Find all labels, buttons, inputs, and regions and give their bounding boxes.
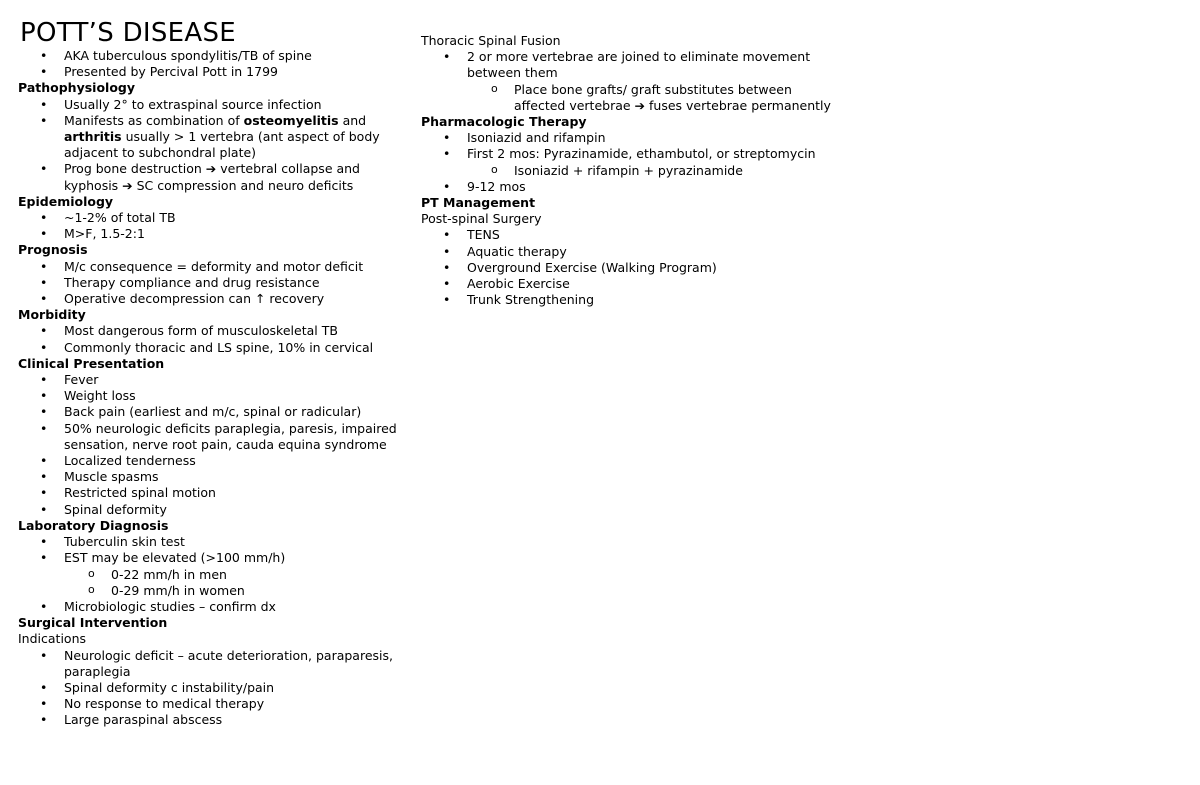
surgical-intervention-list xyxy=(18,648,408,729)
list-item: • Aerobic Exercise xyxy=(421,276,841,292)
list-item: • 50% neurologic deficits paraplegia, paresis, impaired sensation, nerve root pain, cauda equina syndrome xyxy=(18,421,408,453)
list-item: • Back pain (earliest and m/c, spinal or radicular) xyxy=(18,404,408,420)
list-item: • Restricted spinal motion xyxy=(18,485,408,501)
thoracic-spinal-fusion-list xyxy=(421,49,841,114)
list-item: • EST may be elevated (>100 mm/h) xyxy=(18,550,408,566)
list-item: • Large paraspinal abscess xyxy=(18,712,408,728)
list-item: • Spinal deformity c instability/pain xyxy=(18,680,408,696)
sub-list-item: o Place bone grafts/ graft substitutes between affected vertebrae ➔ fuses vertebrae permanently xyxy=(421,82,841,114)
list-item: • Usually 2° to extraspinal source infection xyxy=(18,97,408,113)
list-item: • Microbiologic studies – confirm dx xyxy=(18,599,408,615)
list-item: • First 2 mos: Pyrazinamide, ethambutol, or streptomycin xyxy=(421,146,841,162)
list-item: • TENS xyxy=(421,227,841,243)
section-heading-laboratory-diagnosis: Laboratory Diagnosis xyxy=(18,517,169,533)
page-title: POTT’S DISEASE xyxy=(20,18,237,48)
list-item: • AKA tuberculous spondylitis/TB of spine xyxy=(18,48,408,64)
section-heading-pharmacologic-therapy: Pharmacologic Therapy xyxy=(421,114,587,130)
section-heading-epidemiology: Epidemiology xyxy=(18,193,114,209)
section-heading-surgical-intervention: Surgical Intervention xyxy=(18,615,168,631)
sub-heading-post-spinal-surgery: Post-spinal Surgery xyxy=(421,211,542,227)
morbidity-list xyxy=(18,323,408,355)
list-item: • ~1-2% of total TB xyxy=(18,210,408,226)
list-item: • Weight loss xyxy=(18,388,408,404)
list-item: • M/c consequence = deformity and motor deficit xyxy=(18,259,408,275)
list-item: • Aquatic therapy xyxy=(421,244,841,260)
list-item: • Overground Exercise (Walking Program) xyxy=(421,260,841,276)
sub-list-item: o 0-22 mm/h in men xyxy=(18,567,408,583)
list-item: • 9-12 mos xyxy=(421,179,841,195)
list-item: • 2 or more vertebrae are joined to eliminate movement between them xyxy=(421,49,841,81)
list-item: • M>F, 1.5-2:1 xyxy=(18,226,408,242)
sub-list-item: o Isoniazid + rifampin + pyrazinamide xyxy=(421,163,841,179)
section-heading-pt-management: PT Management xyxy=(421,195,536,211)
list-item: • Operative decompression can ↑ recovery xyxy=(18,291,408,307)
list-item: • Fever xyxy=(18,372,408,388)
section-heading-morbidity: Morbidity xyxy=(18,307,86,323)
clinical-presentation-list xyxy=(18,372,408,518)
epidemiology-list xyxy=(18,210,408,242)
intro-list xyxy=(18,48,408,80)
list-item: • Trunk Strengthening xyxy=(421,292,841,308)
list-item: • Presented by Percival Pott in 1799 xyxy=(18,64,408,80)
list-item: • Commonly thoracic and LS spine, 10% in cervical xyxy=(18,340,408,356)
pathophysiology-list xyxy=(18,97,408,194)
list-item: • Spinal deformity xyxy=(18,502,408,518)
list-item: • Isoniazid and rifampin xyxy=(421,130,841,146)
left-column xyxy=(18,0,408,729)
list-item: • Tuberculin skin test xyxy=(18,534,408,550)
section-heading-clinical-presentation: Clinical Presentation xyxy=(18,355,165,371)
section-heading-pathophysiology: Pathophysiology xyxy=(18,80,135,96)
pt-management-list xyxy=(421,227,841,308)
list-item: • Neurologic deficit – acute deterioration, paraparesis, paraplegia xyxy=(18,648,408,680)
list-item: • Most dangerous form of musculoskeletal TB xyxy=(18,323,408,339)
sub-list-item: o 0-29 mm/h in women xyxy=(18,583,408,599)
prognosis-list xyxy=(18,259,408,308)
right-column xyxy=(421,33,841,308)
pharmacologic-therapy-list xyxy=(421,130,841,195)
sub-heading-indications: Indications xyxy=(18,631,87,647)
list-item: • Muscle spasms xyxy=(18,469,408,485)
list-item: • Prog bone destruction ➔ vertebral collapse and kyphosis ➔ SC compression and neuro deficits xyxy=(18,161,408,193)
bold-term: arthritis xyxy=(64,129,122,145)
bold-term: osteomyelitis xyxy=(243,112,339,128)
list-item: • Localized tenderness xyxy=(18,453,408,469)
list-item: • No response to medical therapy xyxy=(18,696,408,712)
list-item: • Manifests as combination of osteomyelitis and arthritis usually > 1 vertebra (ant aspect of body adjacent to subchondral plate) xyxy=(18,113,408,162)
laboratory-diagnosis-list xyxy=(18,534,408,615)
section-heading-prognosis: Prognosis xyxy=(18,242,88,258)
sub-heading-thoracic-spinal-fusion: Thoracic Spinal Fusion xyxy=(421,33,561,48)
list-item: • Therapy compliance and drug resistance xyxy=(18,275,408,291)
